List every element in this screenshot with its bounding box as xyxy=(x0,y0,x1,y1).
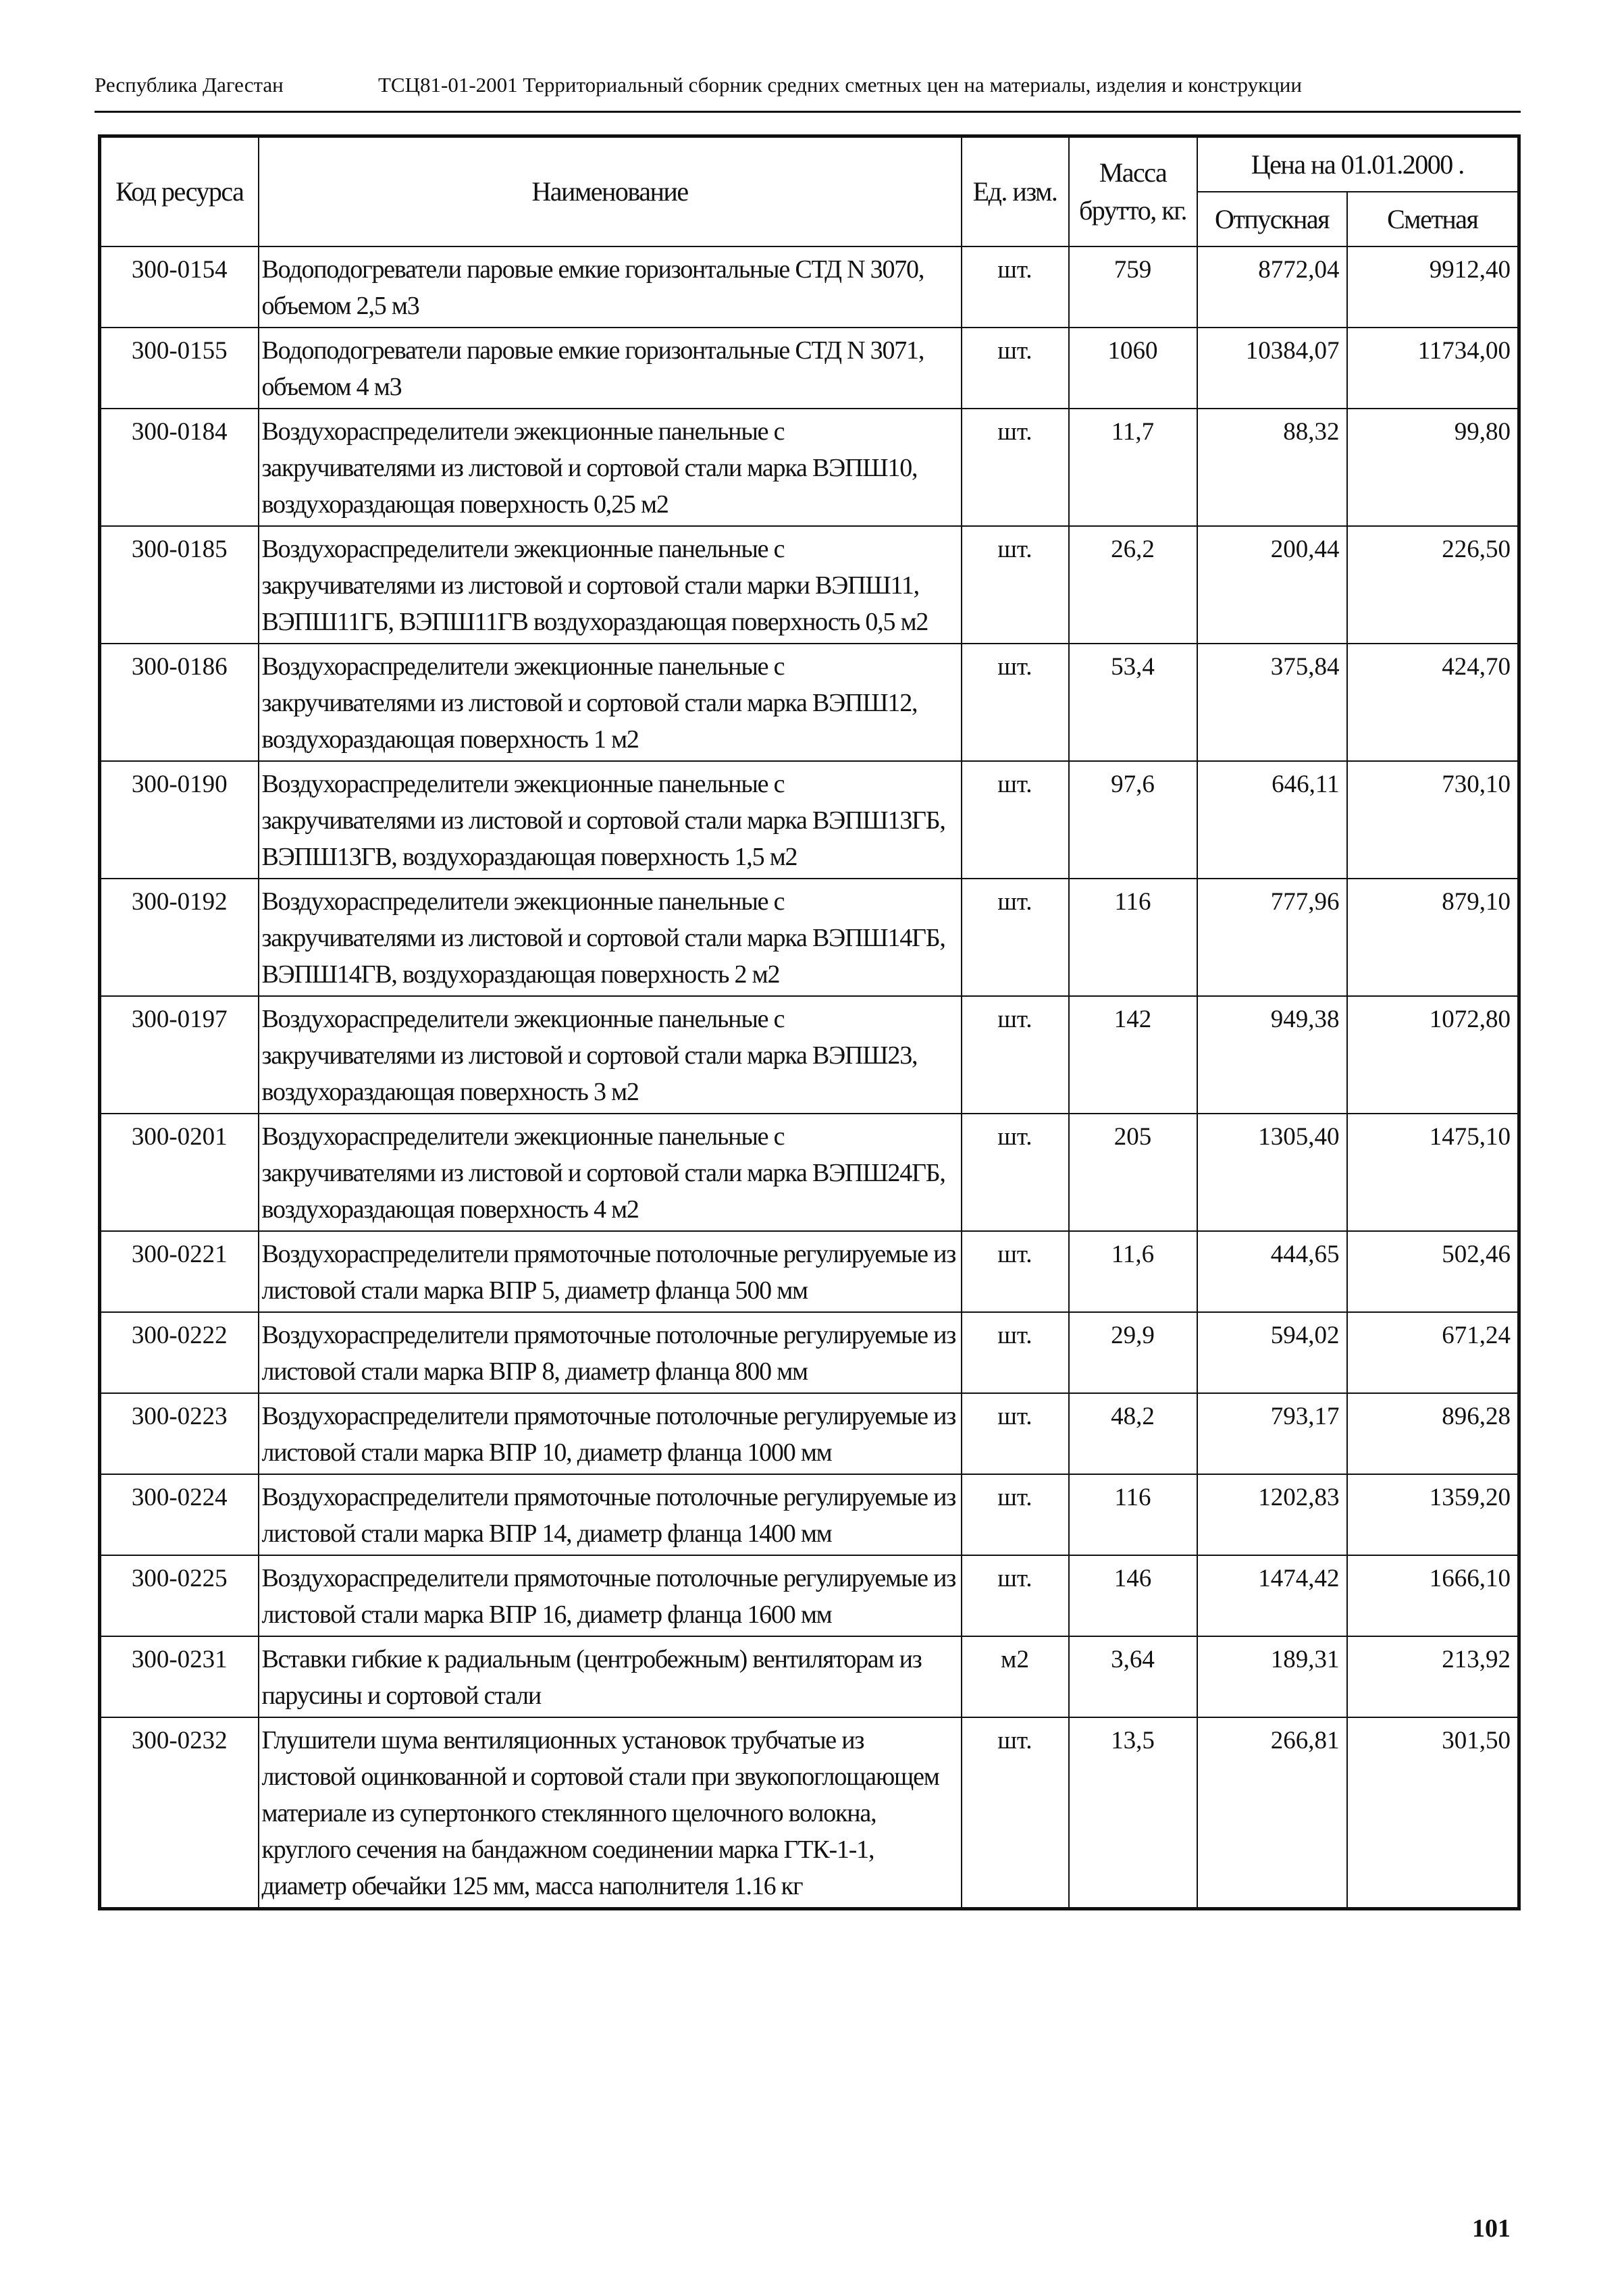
resource-name: Воздухораспределители эжекционные панельные с закручивателями из листовой и сортовой стали марка ВЭПШ12, воздухораздающая поверхность 1 м2 xyxy=(259,644,962,761)
resource-name: Глушители шума вентиляционных установок трубчатые из листовой оцинкованной и сортовой стали при звукопоглощающем материале из супертонкого стеклянного щелочного волокна, круглого сечения на бандажном соединении марка ГТК-1-1, диаметр обечайки 125 мм, масса наполнителя 1.16 кг xyxy=(259,1717,962,1909)
mass-cell: 116 xyxy=(1069,1474,1197,1555)
table-row xyxy=(100,1231,1519,1312)
col-header-price: Цена на 01.01.2000 . xyxy=(1197,136,1519,192)
col-header-estimate: Сметная xyxy=(1347,192,1519,246)
unit-cell: шт. xyxy=(962,328,1069,409)
unit-cell: шт. xyxy=(962,761,1069,879)
resource-code: 300-0154 xyxy=(100,246,259,328)
resource-code: 300-0231 xyxy=(100,1636,259,1717)
col-header-code: Код ресурса xyxy=(100,136,259,247)
mass-cell: 53,4 xyxy=(1069,644,1197,761)
release-price: 594,02 xyxy=(1197,1312,1347,1393)
unit-cell: шт. xyxy=(962,409,1069,526)
estimate-price: 226,50 xyxy=(1347,526,1519,644)
table-row xyxy=(100,246,1519,328)
resource-name: Воздухораспределители эжекционные панельные с закручивателями из листовой и сортовой стали марка ВЭПШ23, воздухораздающая поверхность 3 м2 xyxy=(259,996,962,1114)
estimate-price: 1475,10 xyxy=(1347,1114,1519,1231)
unit-cell: шт. xyxy=(962,1717,1069,1909)
estimate-price: 213,92 xyxy=(1347,1636,1519,1717)
resource-code: 300-0197 xyxy=(100,996,259,1114)
mass-cell: 1060 xyxy=(1069,328,1197,409)
unit-cell: шт. xyxy=(962,879,1069,996)
estimate-price: 502,46 xyxy=(1347,1231,1519,1312)
mass-cell: 205 xyxy=(1069,1114,1197,1231)
release-price: 88,32 xyxy=(1197,409,1347,526)
unit-cell: шт. xyxy=(962,1474,1069,1555)
unit-cell: шт. xyxy=(962,1393,1069,1474)
release-price: 1474,42 xyxy=(1197,1555,1347,1636)
mass-cell: 13,5 xyxy=(1069,1717,1197,1909)
release-price: 375,84 xyxy=(1197,644,1347,761)
release-price: 444,65 xyxy=(1197,1231,1347,1312)
table-row xyxy=(100,1717,1519,1909)
unit-cell: шт. xyxy=(962,1312,1069,1393)
table-row xyxy=(100,1393,1519,1474)
mass-cell: 11,6 xyxy=(1069,1231,1197,1312)
table-row xyxy=(100,328,1519,409)
resource-name: Воздухораспределители прямоточные потолочные регулируемые из листовой стали марка ВПР 16, диаметр фланца 1600 мм xyxy=(259,1555,962,1636)
estimate-price: 896,28 xyxy=(1347,1393,1519,1474)
unit-cell: шт. xyxy=(962,246,1069,328)
estimate-price: 9912,40 xyxy=(1347,246,1519,328)
unit-cell: шт. xyxy=(962,1114,1069,1231)
mass-cell: 146 xyxy=(1069,1555,1197,1636)
resource-name: Воздухораспределители прямоточные потолочные регулируемые из листовой стали марка ВПР 5, диаметр фланца 500 мм xyxy=(259,1231,962,1312)
estimate-price: 730,10 xyxy=(1347,761,1519,879)
mass-cell: 3,64 xyxy=(1069,1636,1197,1717)
collection-title: ТСЦ81-01-2001 Территориальный сборник средних сметных цен на материалы, изделия и конструкции xyxy=(378,73,1302,97)
resource-name: Воздухораспределители прямоточные потолочные регулируемые из листовой стали марка ВПР 8, диаметр фланца 800 мм xyxy=(259,1312,962,1393)
resource-name: Воздухораспределители эжекционные панельные с закручивателями из листовой и сортовой стали марка ВЭПШ14ГБ, ВЭПШ14ГВ, воздухораздающая поверхность 2 м2 xyxy=(259,879,962,996)
price-table xyxy=(98,134,1521,1910)
mass-cell: 142 xyxy=(1069,996,1197,1114)
resource-code: 300-0232 xyxy=(100,1717,259,1909)
release-price: 793,17 xyxy=(1197,1393,1347,1474)
unit-cell: шт. xyxy=(962,996,1069,1114)
col-header-release: Отпускная xyxy=(1197,192,1347,246)
resource-code: 300-0221 xyxy=(100,1231,259,1312)
table-row xyxy=(100,1114,1519,1231)
table-row xyxy=(100,526,1519,644)
table-row xyxy=(100,996,1519,1114)
resource-code: 300-0155 xyxy=(100,328,259,409)
resource-code: 300-0222 xyxy=(100,1312,259,1393)
estimate-price: 879,10 xyxy=(1347,879,1519,996)
table-row xyxy=(100,761,1519,879)
resource-code: 300-0185 xyxy=(100,526,259,644)
table-row xyxy=(100,1555,1519,1636)
mass-cell: 26,2 xyxy=(1069,526,1197,644)
resource-name: Водоподогреватели паровые емкие горизонтальные СТД N 3070, объемом 2,5 м3 xyxy=(259,246,962,328)
estimate-price: 671,24 xyxy=(1347,1312,1519,1393)
mass-cell: 97,6 xyxy=(1069,761,1197,879)
table-row xyxy=(100,879,1519,996)
table-body xyxy=(100,246,1519,1909)
unit-cell: шт. xyxy=(962,1555,1069,1636)
estimate-price: 11734,00 xyxy=(1347,328,1519,409)
release-price: 1202,83 xyxy=(1197,1474,1347,1555)
col-header-mass: Масса брутто, кг. xyxy=(1069,136,1197,247)
release-price: 949,38 xyxy=(1197,996,1347,1114)
table-row xyxy=(100,1636,1519,1717)
release-price: 1305,40 xyxy=(1197,1114,1347,1231)
estimate-price: 1072,80 xyxy=(1347,996,1519,1114)
page-header xyxy=(95,73,1519,107)
resource-name: Вставки гибкие к радиальным (центробежным) вентиляторам из парусины и сортовой стали xyxy=(259,1636,962,1717)
col-header-name: Наименование xyxy=(259,136,962,247)
resource-name: Воздухораспределители эжекционные панельные с закручивателями из листовой и сортовой стали марки ВЭПШ11, ВЭПШ11ГБ, ВЭПШ11ГВ воздухораздающая поверхность 0,5 м2 xyxy=(259,526,962,644)
resource-code: 300-0225 xyxy=(100,1555,259,1636)
resource-code: 300-0184 xyxy=(100,409,259,526)
resource-code: 300-0201 xyxy=(100,1114,259,1231)
release-price: 266,81 xyxy=(1197,1717,1347,1909)
release-price: 777,96 xyxy=(1197,879,1347,996)
page-number: 101 xyxy=(1472,2214,1511,2243)
resource-code: 300-0186 xyxy=(100,644,259,761)
estimate-price: 424,70 xyxy=(1347,644,1519,761)
resource-name: Воздухораспределители эжекционные панельные с закручивателями из листовой и сортовой стали марка ВЭПШ13ГБ, ВЭПШ13ГВ, воздухораздающая поверхность 1,5 м2 xyxy=(259,761,962,879)
mass-cell: 29,9 xyxy=(1069,1312,1197,1393)
release-price: 200,44 xyxy=(1197,526,1347,644)
resource-name: Воздухораспределители эжекционные панельные с закручивателями из листовой и сортовой стали марка ВЭПШ24ГБ, воздухораздающая поверхность 4 м2 xyxy=(259,1114,962,1231)
table-row xyxy=(100,1474,1519,1555)
mass-cell: 116 xyxy=(1069,879,1197,996)
col-header-unit: Ед. изм. xyxy=(962,136,1069,247)
estimate-price: 1359,20 xyxy=(1347,1474,1519,1555)
mass-cell: 11,7 xyxy=(1069,409,1197,526)
table-row xyxy=(100,644,1519,761)
release-price: 646,11 xyxy=(1197,761,1347,879)
mass-cell: 48,2 xyxy=(1069,1393,1197,1474)
resource-name: Воздухораспределители прямоточные потолочные регулируемые из листовой стали марка ВПР 10, диаметр фланца 1000 мм xyxy=(259,1393,962,1474)
unit-cell: м2 xyxy=(962,1636,1069,1717)
table-row xyxy=(100,409,1519,526)
unit-cell: шт. xyxy=(962,644,1069,761)
resource-code: 300-0192 xyxy=(100,879,259,996)
resource-code: 300-0223 xyxy=(100,1393,259,1474)
mass-cell: 759 xyxy=(1069,246,1197,328)
estimate-price: 301,50 xyxy=(1347,1717,1519,1909)
region-name: Республика Дагестан xyxy=(95,73,284,97)
resource-code: 300-0190 xyxy=(100,761,259,879)
estimate-price: 99,80 xyxy=(1347,409,1519,526)
release-price: 10384,07 xyxy=(1197,328,1347,409)
resource-code: 300-0224 xyxy=(100,1474,259,1555)
unit-cell: шт. xyxy=(962,1231,1069,1312)
resource-name: Водоподогреватели паровые емкие горизонтальные СТД N 3071, объемом 4 м3 xyxy=(259,328,962,409)
resource-name: Воздухораспределители эжекционные панельные с закручивателями из листовой и сортовой стали марка ВЭПШ10, воздухораздающая поверхность 0,25 м2 xyxy=(259,409,962,526)
resource-name: Воздухораспределители прямоточные потолочные регулируемые из листовой стали марка ВПР 14, диаметр фланца 1400 мм xyxy=(259,1474,962,1555)
unit-cell: шт. xyxy=(962,526,1069,644)
header-rule xyxy=(95,111,1521,113)
table-row xyxy=(100,1312,1519,1393)
estimate-price: 1666,10 xyxy=(1347,1555,1519,1636)
release-price: 189,31 xyxy=(1197,1636,1347,1717)
release-price: 8772,04 xyxy=(1197,246,1347,328)
